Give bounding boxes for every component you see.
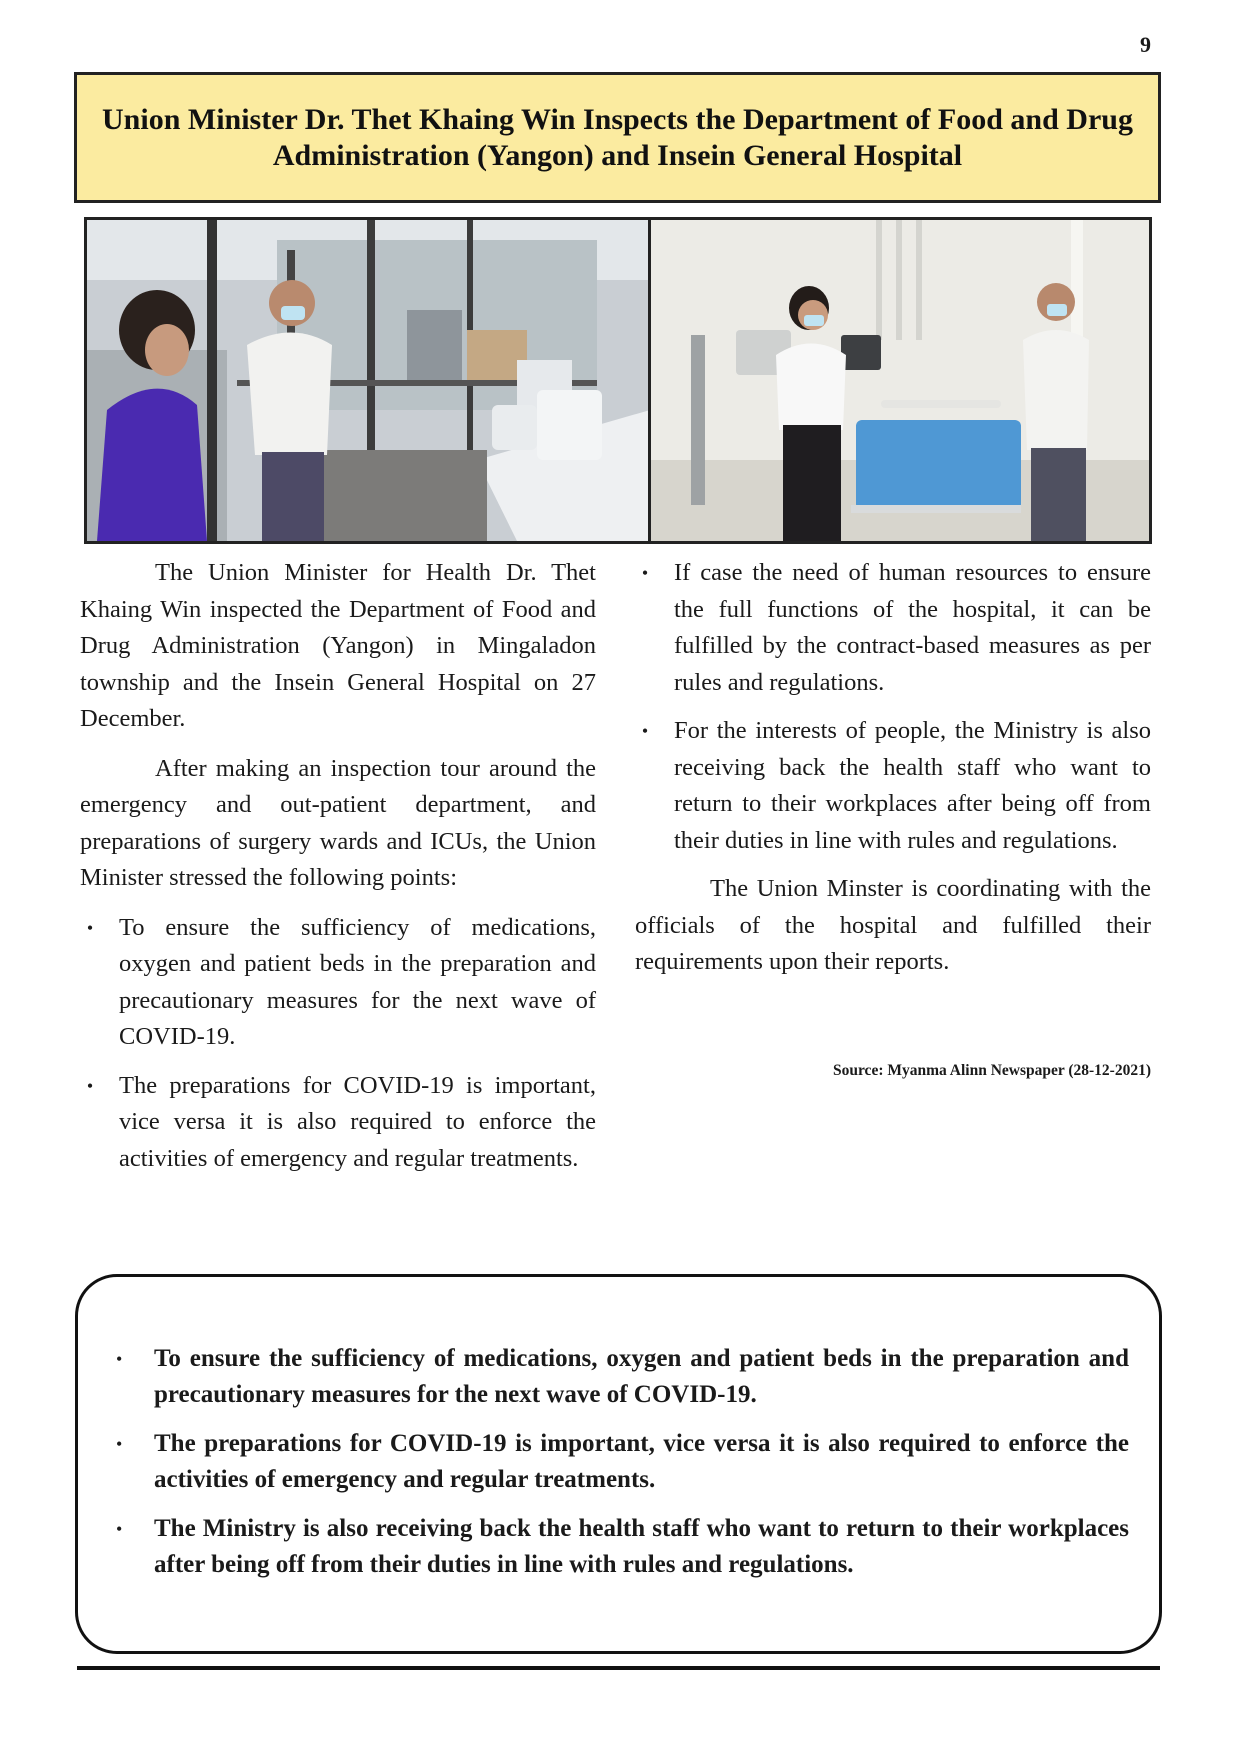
bullet-icon: • (86, 1075, 94, 1096)
list-item (98, 1341, 1129, 1413)
bottom-rule (77, 1666, 1160, 1670)
bullet-icon: • (116, 1519, 123, 1539)
list-item (80, 1068, 596, 1178)
left-column (80, 555, 596, 1189)
right-bullet-list (635, 555, 1151, 859)
bullet-icon: • (641, 721, 649, 741)
list-item-text: If case the need of human resources to ensure the full functions of the hospital, it can be fulfilled by the contract-based measures as per rules and regulations. (674, 559, 1151, 696)
list-item-text: The Ministry is also receiving back the health staff who want to return to their workplaces after being off from their duties in line with rules and regulations. (154, 1515, 1129, 1578)
list-item (635, 713, 1151, 859)
article-title: Union Minister Dr. Thet Khaing Win Inspects the Department of Food and Drug Administration (Yangon) and Insein General Hospital (102, 102, 1133, 172)
inspection-paragraph: After making an inspection tour around the emergency and out-patient department, and preparations of surgery wards and ICUs, the Union Minister stressed the following points: (80, 754, 596, 891)
list-item (98, 1426, 1129, 1498)
list-item-text: To ensure the sufficiency of medications, oxygen and patient beds in the preparation and precautionary measures for the next wave of COVID-19. (154, 1345, 1129, 1408)
coordination-paragraph: The Union Minster is coordinating with the officials of the hospital and fulfilled their requirements upon their reports. (635, 875, 1151, 975)
bullet-icon: • (641, 563, 649, 583)
left-bullet-list (80, 910, 596, 1178)
bullet-icon: • (116, 1349, 123, 1369)
intro-paragraph: The Union Minister for Health Dr. Thet Khaing Win inspected the Department of Food and Drug Administration (Yangon) in Mingaladon township and the Insein General Hospital on 27 December. (80, 559, 596, 732)
title-banner (74, 72, 1161, 203)
hospital-ward-photo (651, 220, 1149, 541)
photo-strip (84, 217, 1152, 544)
list-item-text: For the interests of people, the Ministry is also receiving back the health staff who want to return to their workplaces after being off from their duties in line with rules and regulations. (674, 717, 1151, 854)
right-column (635, 555, 1151, 1089)
list-item-text: The preparations for COVID-19 is important, vice versa it is also required to enforce the activities of emergency and regular treatments. (119, 1071, 596, 1172)
summary-bullet-list (98, 1341, 1129, 1583)
bullet-icon: • (116, 1434, 123, 1454)
list-item (80, 910, 596, 1056)
list-item-text: To ensure the sufficiency of medications, oxygen and patient beds in the preparation and precautionary measures for the next wave of COVID-19. (119, 913, 596, 1050)
summary-box (75, 1274, 1162, 1654)
list-item (98, 1511, 1129, 1583)
bullet-icon: • (86, 917, 94, 938)
source-citation: Source: Myanma Alinn Newspaper (28-12-2021) (832, 1061, 1151, 1079)
list-item-text: The preparations for COVID-19 is important, vice versa it is also required to enforce the activities of emergency and regular treatments. (154, 1430, 1129, 1493)
laboratory-photo (87, 220, 648, 541)
list-item (635, 555, 1151, 701)
page-number: 9 (1140, 32, 1151, 57)
